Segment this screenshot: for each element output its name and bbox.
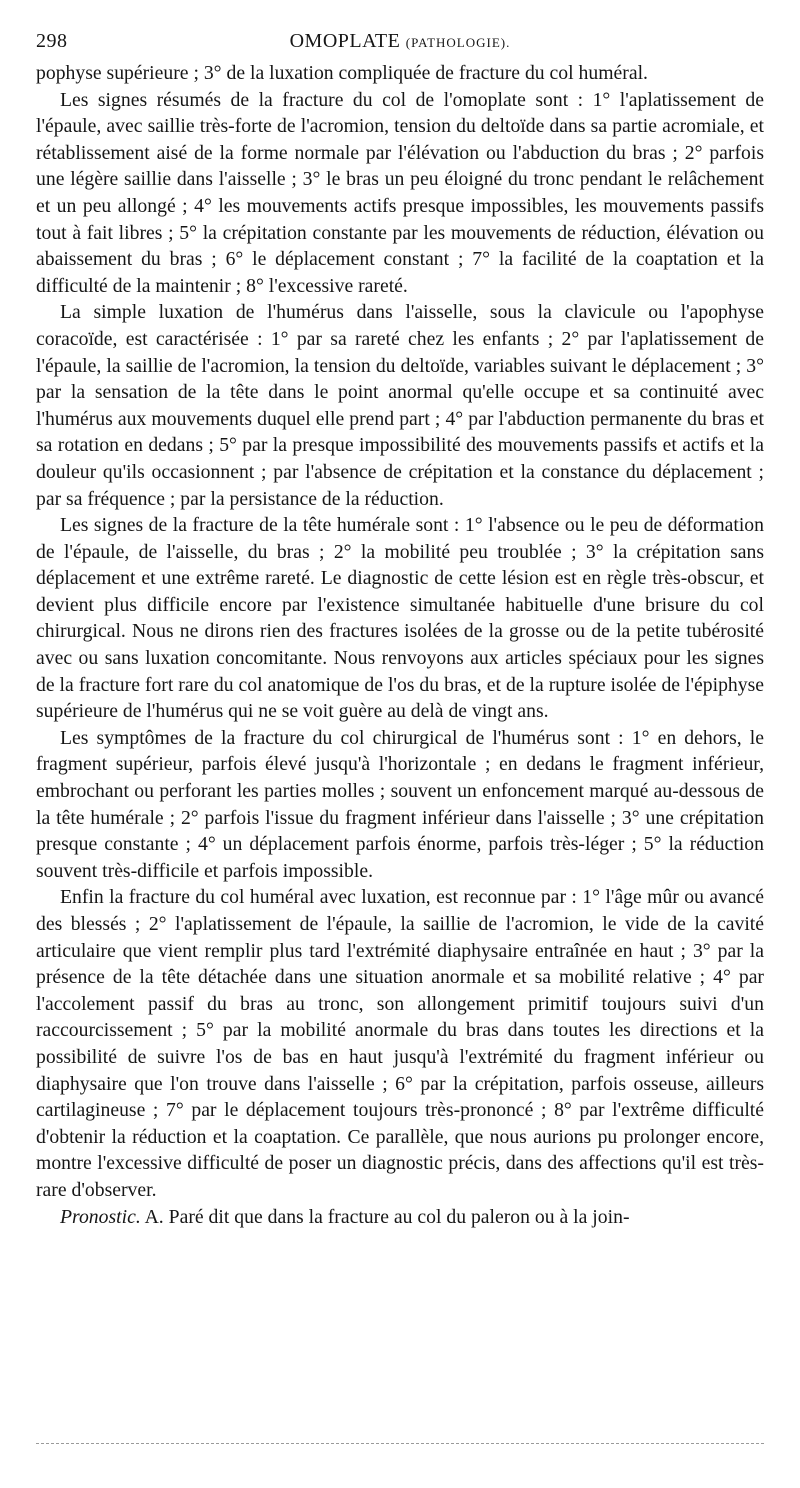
paragraph-humeral-head-fracture: Les signes de la fracture de la tête humérale sont : 1° l'absence ou le peu de déformation de l'épaule, de l'aisselle, du bras ; 2° la mobilité peu troublée ; 3° la crépitation sans déplacement et une extrême rareté. Le diagnostic de cette lésion est en règle très-obscur, et devient plus difficile encore par l'existence simultanée habituelle d'une brisure du col chirurgical. Nous ne dirons rien des fractures isolées de la grosse ou de la petite tubérosité avec ou sans luxation concomitante. Nous renvoyons aux articles spéciaux pour les signes de la fracture fort rare du col anatomique de l'os du bras, et de la rupture isolée de l'épiphyse supérieure de l'humérus qui ne se voit guère au delà de vingt ans. [36,514,764,723]
body-text [36,60,764,1230]
paragraph-prognosis [36,1204,764,1231]
paragraph-continuation: pophyse supérieure ; 3° de la luxation compliquée de fracture du col huméral. [36,62,648,84]
running-title: OMOPLATE [289,30,401,52]
page-header [36,28,764,60]
paragraph-simple-luxation: La simple luxation de l'humérus dans l'aisselle, sous la clavicule ou l'apophyse coracoïde, est caractérisée : 1° par sa rareté chez les enfants ; 2° par l'aplatissement de l'épaule, la saillie de l'acromion, la tension du deltoïde, variables suivant le déplacement ; 3° par la sensation de la tête dans le point anormal qu'elle occupe et sa continuité avec l'humérus aux mouvements duquel elle prend part ; 4° par l'abduction permanente du bras et sa rotation en dedans ; 5° par la presque impossibilité des mouvements passifs et actifs et la douleur qu'ils occasionnent ; par l'absence de crépitation et la constance du déplacement ; par sa fréquence ; par la persistance de la réduction. [36,301,764,510]
paragraph-scapula-neck-fracture: Les signes résumés de la fracture du col de l'omoplate sont : 1° l'aplatissement de l'épaule, avec saillie très-forte de l'acromion, tension du deltoïde dans sa partie acromiale, et rétablissement aisé de la forme normale par l'élévation ou l'abduction du bras ; 2° parfois une légère saillie dans l'aisselle ; 3° le bras un peu éloigné du tronc pendant le relâchement et un peu allongé ; 4° les mouvements actifs presque impossibles, les mouvements passifs tout à fait libres ; 5° la crépitation constante par les mouvements de réduction, élévation ou abaissement du bras ; 6° le déplacement constant ; 7° la facilité de la coaptation et la difficulté de la maintenir ; 8° l'excessive rareté. [36,88,764,297]
prognosis-heading: Pronostic. [60,1205,141,1228]
paragraph-fracture-with-luxation: Enfin la fracture du col huméral avec luxation, est reconnue par : 1° l'âge mûr ou avancé des blessés ; 2° l'aplatissement de l'épaule, la saillie de l'acromion, le vide de la cavité articulaire que vient remplir plus tard l'extrémité diaphysaire entraînée en haut ; 3° par la présence de la tête détachée dans une situation anormale et sa mobilité relative ; 4° par l'accolement passif du bras au tronc, son allongement primitif toujours suivi d'un raccourcissement ; 5° par la mobilité anormale du bras dans toutes les directions et la possibilité de suivre l'os de bas en haut jusqu'à l'extrémité du fragment inférieur ou diaphysaire que l'on trouve dans l'aisselle ; 6° par la crépitation, parfois osseuse, ailleurs cartilagineuse ; 7° par le déplacement toujours très-prononcé ; 8° par l'extrême difficulté d'obtenir la réduction et la coaptation. Ce parallèle, que nous aurions pu prolonger encore, montre l'excessive difficulté de poser un diagnostic précis, dans des affections qu'il est très-rare d'observer. [36,886,764,1201]
prognosis-text: A. Paré dit que dans la fracture au col du paleron ou à la join- [144,1205,630,1228]
footer-rule [36,1443,764,1444]
page-number: 298 [36,30,68,52]
running-subtitle: (PATHOLOGIE). [405,35,511,50]
paragraph-surgical-neck-fracture: Les symptômes de la fracture du col chirurgical de l'humérus sont : 1° en dehors, le fragment supérieur, parfois élevé jusqu'à l'horizontale ; en dedans le fragment inférieur, embrochant ou perforant les parties molles ; souvent un enfoncement marqué au-dessous de la tête humérale ; 2° parfois l'issue du fragment inférieur dans l'aisselle ; 3° une crépitation presque constante ; 4° un déplacement parfois énorme, parfois très-léger ; 5° la réduction souvent très-difficile et parfois impossible. [36,726,764,882]
running-head [36,30,764,53]
